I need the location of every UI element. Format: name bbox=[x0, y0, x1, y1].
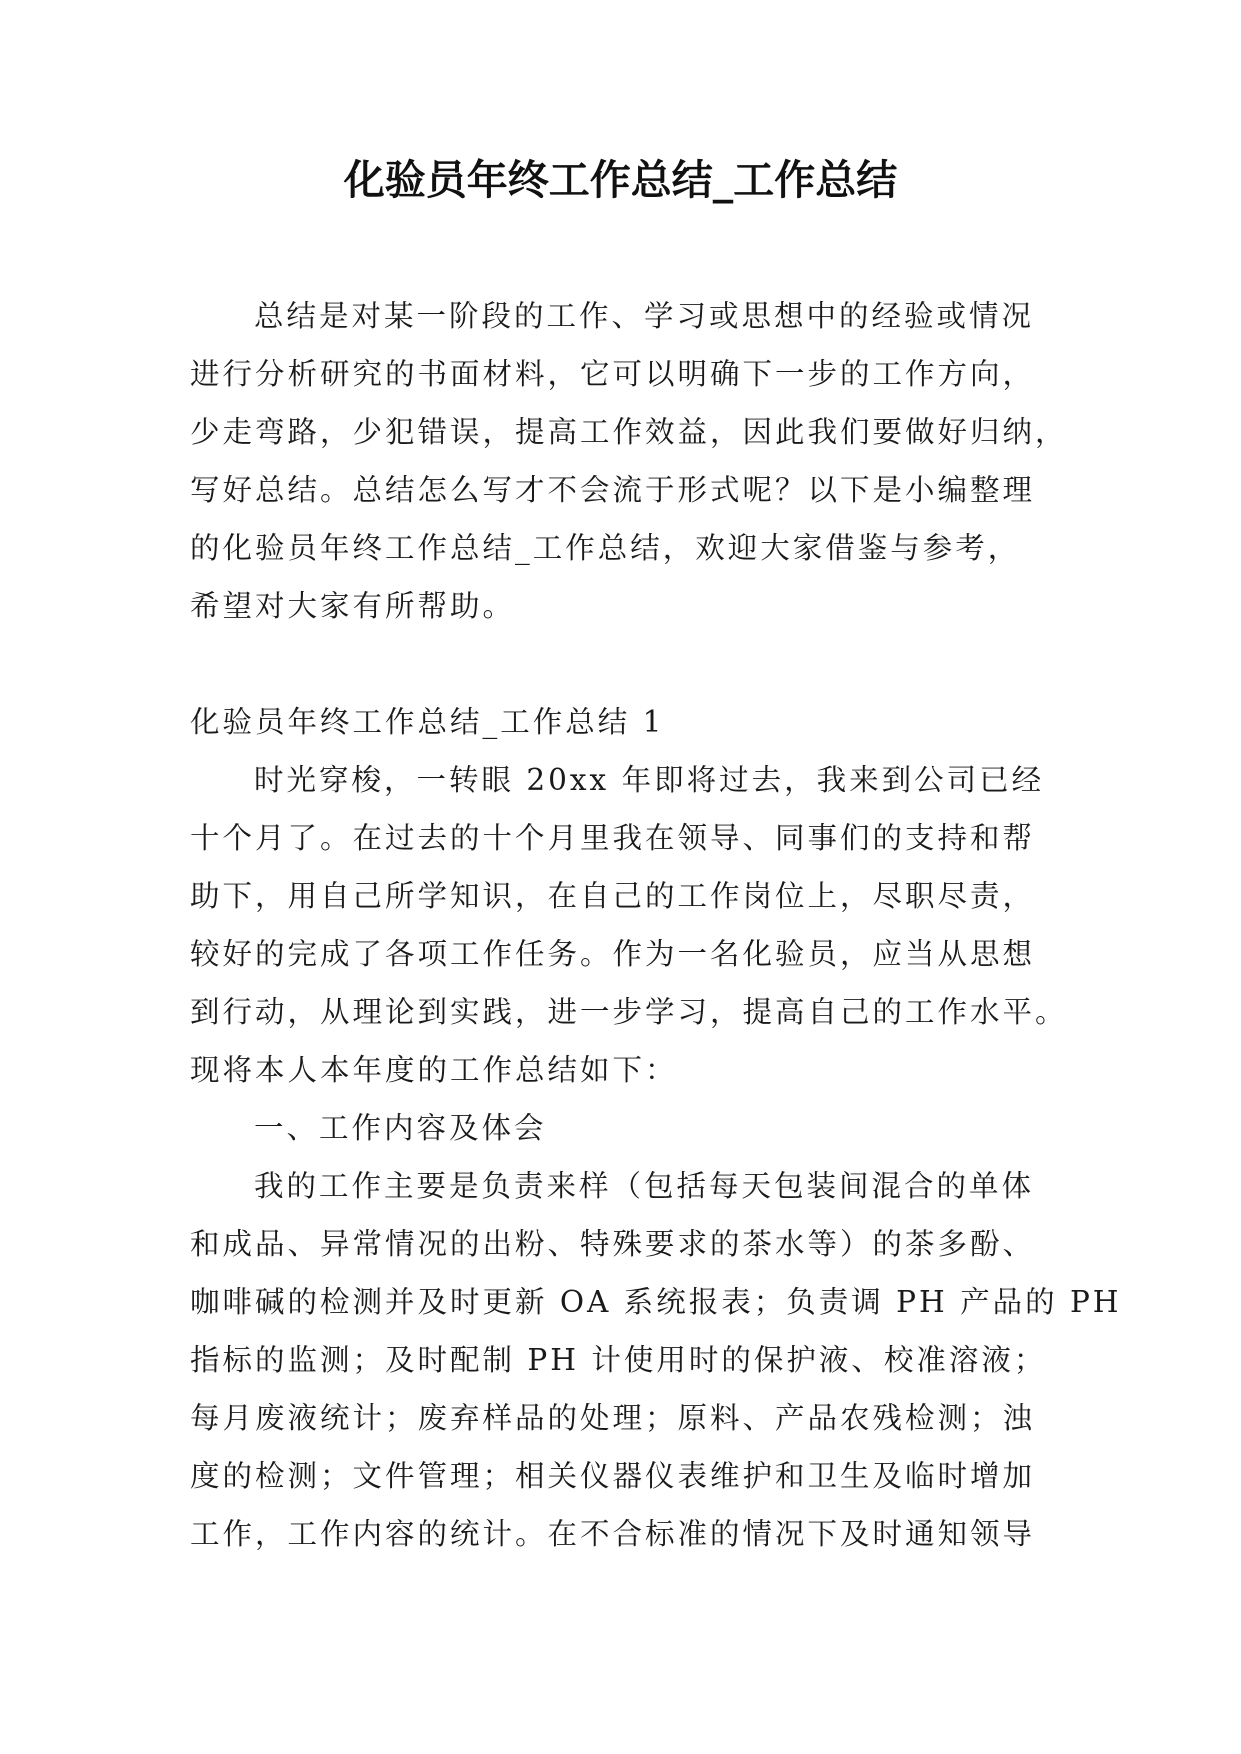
text-line: 工作，工作内容的统计。在不合标准的情况下及时通知领导 bbox=[190, 1517, 1036, 1551]
text-line: 到行动，从理论到实践，进一步学习，提高自己的工作水平。 bbox=[190, 995, 1068, 1029]
text-line: 希望对大家有所帮助。 bbox=[190, 589, 516, 623]
text-line: 进行分析研究的书面材料，它可以明确下一步的工作方向， bbox=[190, 357, 1036, 391]
paragraph-1 bbox=[190, 751, 1070, 1099]
paragraph-gap bbox=[190, 635, 1070, 693]
text-line: 度的检测；文件管理；相关仪器仪表维护和卫生及临时增加 bbox=[190, 1459, 1036, 1493]
text-line: 总结是对某一阶段的工作、学习或思想中的经验或情况 bbox=[254, 299, 1035, 333]
section-heading: 化验员年终工作总结_工作总结 1 bbox=[190, 705, 665, 739]
document-body bbox=[190, 287, 1122, 1563]
subheading: 一、工作内容及体会 bbox=[254, 1111, 547, 1145]
intro-paragraph bbox=[190, 287, 1070, 635]
text-line: 每月废液统计；废弃样品的处理；原料、产品农残检测；浊 bbox=[190, 1401, 1036, 1435]
document-title: 化验员年终工作总结_工作总结 bbox=[343, 156, 898, 204]
text-line: 十个月了。在过去的十个月里我在领导、同事们的支持和帮 bbox=[190, 821, 1036, 855]
paragraph-2 bbox=[190, 1157, 1122, 1563]
text-line: 少走弯路，少犯错误，提高工作效益，因此我们要做好归纳， bbox=[190, 415, 1068, 449]
text-line: 咖啡碱的检测并及时更新 OA 系统报表；负责调 PH 产品的 PH bbox=[190, 1285, 1122, 1319]
text-line: 和成品、异常情况的出粉、特殊要求的茶水等）的茶多酚、 bbox=[190, 1227, 1036, 1261]
text-line: 指标的监测；及时配制 PH 计使用时的保护液、校准溶液； bbox=[190, 1343, 1047, 1377]
text-line: 我的工作主要是负责来样（包括每天包装间混合的单体 bbox=[254, 1169, 1035, 1203]
text-line: 时光穿梭，一转眼 20xx 年即将过去，我来到公司已经 bbox=[254, 763, 1045, 797]
text-line: 助下，用自己所学知识，在自己的工作岗位上，尽职尽责， bbox=[190, 879, 1036, 913]
text-line: 的化验员年终工作总结_工作总结，欢迎大家借鉴与参考， bbox=[190, 531, 1021, 565]
text-line: 现将本人本年度的工作总结如下： bbox=[190, 1053, 678, 1087]
text-line: 较好的完成了各项工作任务。作为一名化验员，应当从思想 bbox=[190, 937, 1036, 971]
text-line: 写好总结。总结怎么写才不会流于形式呢？以下是小编整理 bbox=[190, 473, 1036, 507]
